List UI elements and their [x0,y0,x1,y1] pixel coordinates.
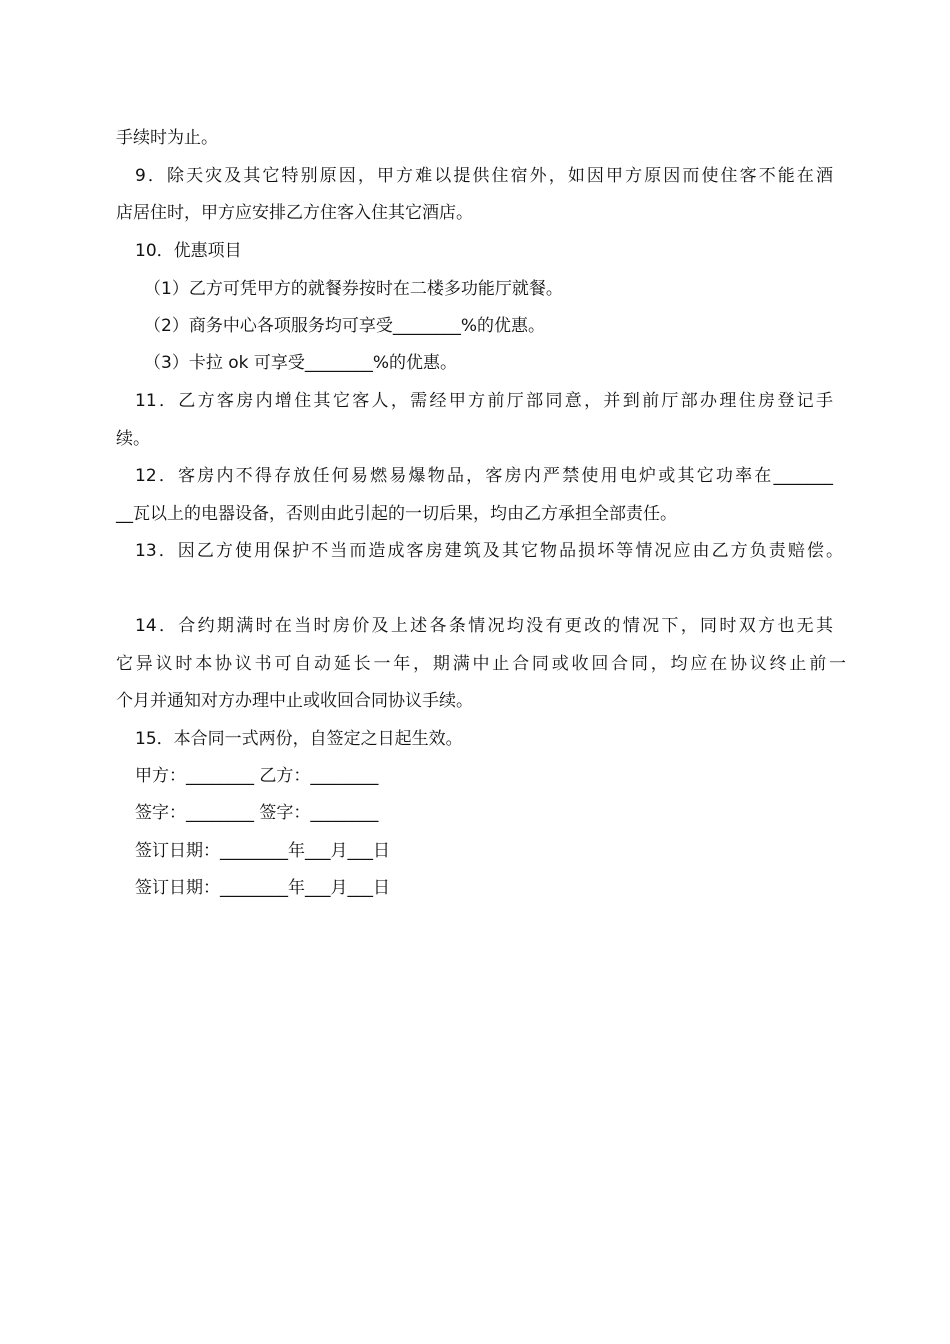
clause-13-line: 13．因乙方使用保护不当而造成客房建筑及其它物品损坏等情况应由乙方负责赔偿。 [135,541,843,561]
clause-12-line-2: __瓦以上的电器设备，否则由此引起的一切后果，均由乙方承担全部责任。 [116,504,677,524]
clause-10-item-1: （1）乙方可凭甲方的就餐券按时在二楼多功能厅就餐。 [144,279,563,299]
sign-date-line-2: 签订日期：________年___月___日 [135,878,390,898]
signature-line: 签字：________ 签字：________ [135,803,379,823]
clause-10-item-2: （2）商务中心各项服务均可享受________%的优惠。 [144,316,545,336]
clause-12-line-1: 12．客房内不得存放任何易燃易爆物品，客房内严禁使用电炉或其它功率在_______ [135,466,833,486]
paragraph-line: 手续时为止。 [116,128,218,148]
clause-14-line-3: 个月并通知对方办理中止或收回合同协议手续。 [116,691,473,711]
clause-10-item-3: （3）卡拉 ok 可享受________%的优惠。 [144,353,458,373]
clause-11-line-1: 11．乙方客房内增住其它客人，需经甲方前厅部同意，并到前厅部办理住房登记手 [135,391,833,411]
clause-9-line-2: 店居住时，甲方应安排乙方住客入住其它酒店。 [116,203,473,223]
clause-10-heading: 10．优惠项目 [135,241,242,261]
clause-14-line-1: 14．合约期满时在当时房价及上述各条情况均没有更改的情况下，同时双方也无其 [135,616,833,636]
clause-14-line-2: 它异议时本协议书可自动延长一年，期满中止合同或收回合同，均应在协议终止前一 [116,654,846,674]
clause-9-line-1: 9．除天灾及其它特别原因，甲方难以提供住宿外，如因甲方原因而使住客不能在酒 [135,166,833,186]
sign-date-line-1: 签订日期：________年___月___日 [135,841,390,861]
party-line: 甲方：________ 乙方：________ [135,766,379,786]
clause-15-line: 15．本合同一式两份，自签定之日起生效。 [135,729,463,749]
clause-11-line-2: 续。 [116,429,150,449]
